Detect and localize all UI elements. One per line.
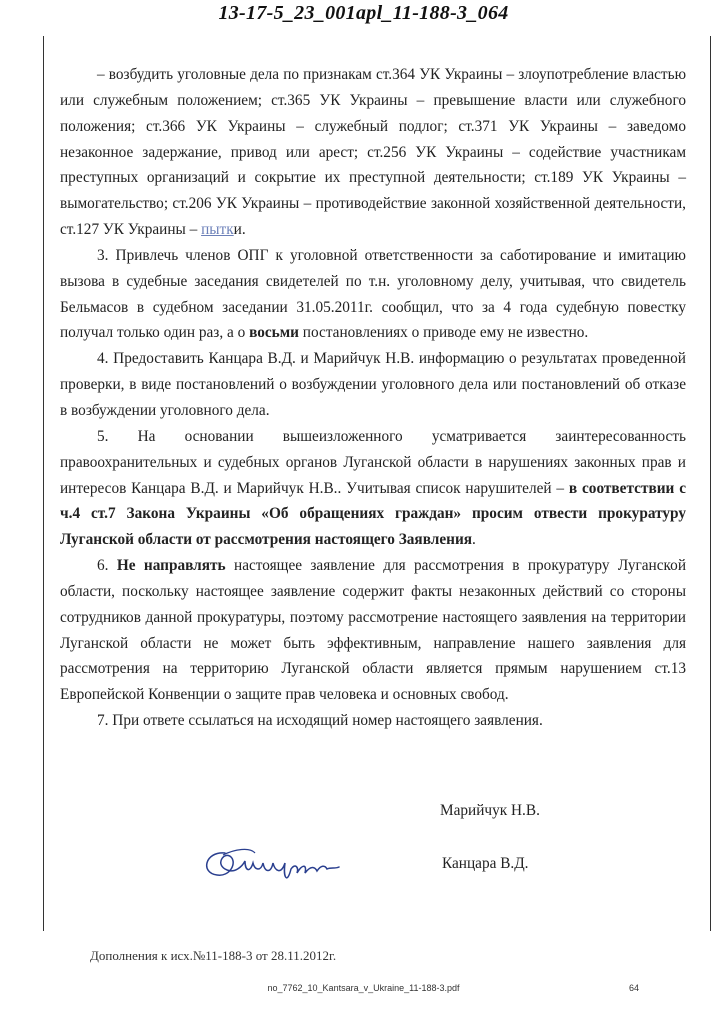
paragraph-7: 7. При ответе ссылаться на исходящий номер настоящего заявления. (97, 712, 543, 730)
signatory-marijchuk: Марийчук Н.В. (440, 802, 540, 819)
paragraph-6: 6. Не направлять настоящее заявление для рассмотрения в прокуратуру Луганской области, поскольку настоящее заявление содержит факты незаконных действий со стороны сотрудников данной прокуратуры, поэтому рассмотрение настоящего заявления на территории Луганской области не может быть эффективным, направление нашего заявления для рассмотрения на территорию Луганской области является прямым нарушением ст.13 Европейской Конвенции о защите прав человека и основных свобод. (60, 557, 687, 704)
footer-filename: no_7762_10_Kantsara_v_Ukraine_11-188-3.pdf (267, 983, 460, 993)
signatory-kantsara: Канцара В.Д. (442, 855, 529, 872)
paragraph-3: 3. Привлечь членов ОПГ к уголовной ответственности за саботирование и имитацию вызова в судебные заседания свидетелей по т.н. уголовному делу, учитывая, что свидетель Бельмасов в судебном заседании 31.05.2011г. сообщил, что за 4 года судебную повестку получал только один раз, а о восьми постановлениях о приводе ему не известно. (60, 246, 686, 342)
right-margin-line (710, 36, 711, 931)
paragraph-criminal-articles: – возбудить уголовные дела по признакам ст.364 УК Украины – злоупотребление властью или служебным положением; ст.365 УК Украины – превышение власти или служебного положения; ст.366 УК Украины – служебный подлог; ст.371 УК Украины – заведомо незаконное задержание, привод или арест; ст.256 УК Украины – содействие участникам преступных организаций и сокрытие их преступной деятельности; ст.189 УК Украины – вымогательство; ст.206 УК Украины – противодействие законной хозяйственной деятельности, ст.127 УК Украины – пытки. (60, 66, 686, 239)
left-margin-line (43, 36, 44, 931)
footer-page-number: 64 (629, 983, 640, 993)
supplement-note: Дополнения к исх.№11-188-3 от 28.11.2012г. (90, 948, 337, 963)
handwritten-signature (195, 833, 345, 893)
paragraph-4: 4. Предоставить Канцара В.Д. и Марийчук Н.В. информацию о результатах проведенной проверки, в виде постановлений о возбуждении уголовного дела или постановлений об отказе в возбуждении уголовного дела. (60, 350, 686, 419)
torture-link[interactable]: пытк (201, 221, 234, 239)
document-body (60, 62, 686, 734)
paragraph-5: 5. На основании вышеизложенного усматривается заинтересованность правоохранительных и судебных органов Луганской области в нарушениях законных прав и интересов Канцара В.Д. и Марийчук Н.В.. Учитывая список нарушителей – в соответствии с ч.4 ст.7 Закона Украины «Об обращениях граждан» просим отвести прокуратуру Луганской области от рассмотрения настоящего Заявления. (60, 427, 686, 549)
document-code-header: 13-17-5_23_001apl_11-188-3_064 (218, 2, 509, 24)
